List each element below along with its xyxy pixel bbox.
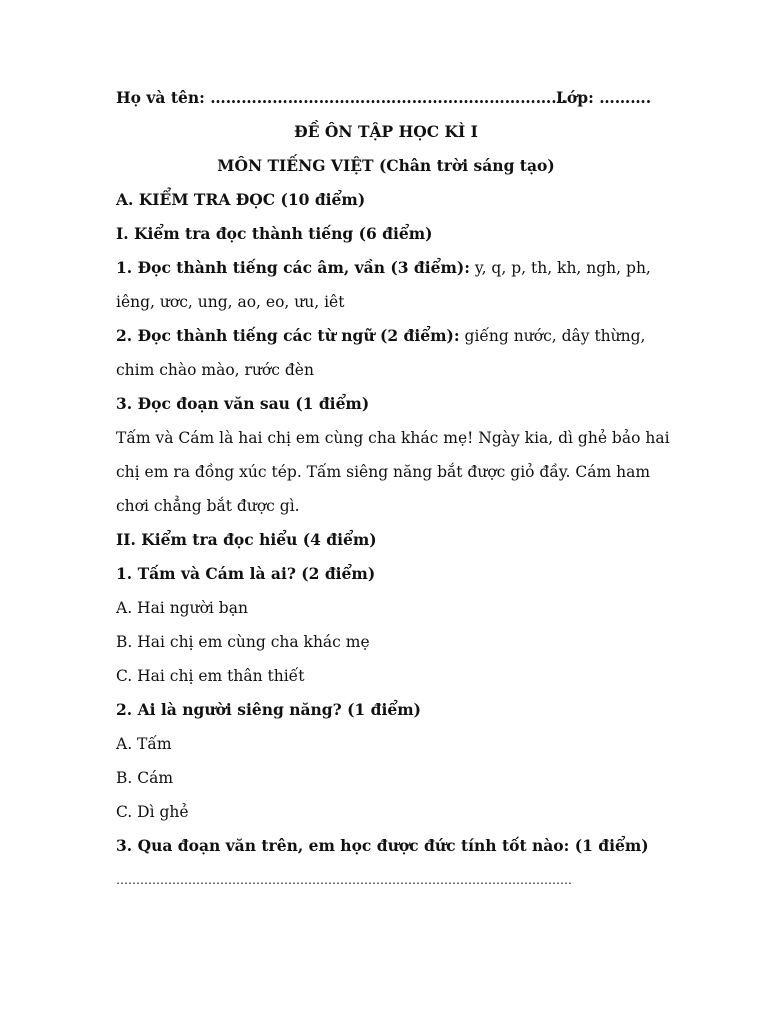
- part2-q2-option-a: A. Tấm: [116, 735, 172, 753]
- part1-q2-text: giếng nước, dây thừng,: [459, 327, 646, 345]
- part1-q1-label: 1. Đọc thành tiếng các âm, vần (3 điểm):: [116, 258, 470, 277]
- part2-q2-option-b: B. Cám: [116, 769, 174, 787]
- part1-question-1: [116, 258, 651, 278]
- part1-q2-label: 2. Đọc thành tiếng các từ ngữ (2 điểm):: [116, 326, 460, 345]
- answer-dotted-line: ……………………………………………………………………………………………………: [116, 873, 572, 887]
- part2-question-1: 1. Tấm và Cám là ai? (2 điểm): [116, 564, 376, 583]
- document-title: ĐỀ ÔN TẬP HỌC KÌ I: [294, 122, 478, 141]
- part1-q1-continuation: iêng, ươc, ung, ao, eo, ưu, iêt: [116, 293, 345, 311]
- part1-question-2: [116, 326, 645, 346]
- class-field-label: Lớp: ……….: [556, 88, 652, 107]
- part1-q1-text: y, q, p, th, kh, ngh, ph,: [469, 259, 651, 277]
- part1-q2-continuation: chim chào mào, rước đèn: [116, 361, 314, 379]
- student-info-row: [116, 88, 652, 108]
- part2-q1-option-a: A. Hai người bạn: [116, 599, 248, 617]
- passage-line-2: chị em ra đồng xúc tép. Tấm siêng năng bắt được giỏ đầy. Cám ham: [116, 463, 651, 481]
- part1-heading: I. Kiểm tra đọc thành tiếng (6 điểm): [116, 224, 433, 243]
- part2-q2-option-c: C. Dì ghẻ: [116, 803, 189, 821]
- section-a-heading: A. KIỂM TRA ĐỌC (10 điểm): [116, 190, 366, 209]
- name-field-label: Họ và tên: ……………………………………………………………: [116, 88, 567, 107]
- passage-line-3: chơi chẳng bắt được gì.: [116, 497, 300, 515]
- part2-heading: II. Kiểm tra đọc hiểu (4 điểm): [116, 530, 377, 549]
- passage-line-1: Tấm và Cám là hai chị em cùng cha khác mẹ! Ngày kia, dì ghẻ bảo hai: [116, 429, 670, 447]
- part2-question-3: 3. Qua đoạn văn trên, em học được đức tính tốt nào: (1 điểm): [116, 836, 649, 855]
- part2-q1-option-c: C. Hai chị em thân thiết: [116, 667, 305, 685]
- part2-question-2: 2. Ai là người siêng năng? (1 điểm): [116, 700, 421, 719]
- part1-question-3: 3. Đọc đoạn văn sau (1 điểm): [116, 394, 370, 413]
- document-subtitle: MÔN TIẾNG VIỆT (Chân trời sáng tạo): [217, 156, 555, 175]
- part2-q1-option-b: B. Hai chị em cùng cha khác mẹ: [116, 633, 370, 651]
